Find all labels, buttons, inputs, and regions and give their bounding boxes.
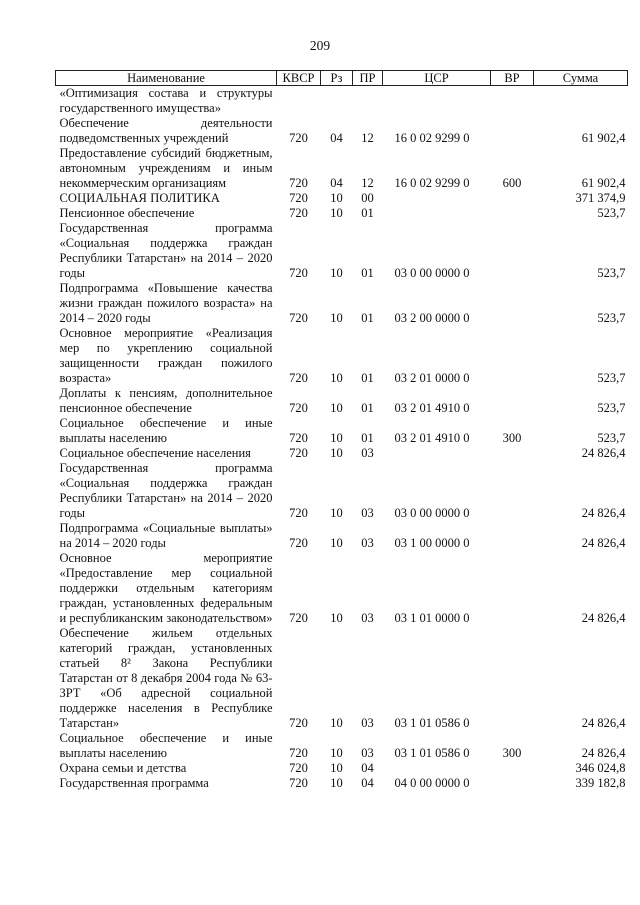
- row-sum: 523,7: [597, 401, 626, 415]
- row-name: Пенсионное обеспечение: [59, 206, 195, 220]
- row-rz: 10: [330, 776, 343, 790]
- row-pr: 04: [361, 761, 374, 775]
- row-kvsr: 720: [289, 311, 308, 325]
- row-vr: [491, 86, 534, 117]
- row-kvsr: 720: [289, 266, 308, 280]
- row-rz: 10: [330, 506, 343, 520]
- row-pr: 04: [361, 776, 374, 790]
- row-pr: 01: [361, 431, 374, 445]
- row-csr: 04 0 00 0000 0: [394, 776, 470, 790]
- row-pr: 01: [361, 371, 374, 385]
- row-pr: 12: [361, 176, 374, 190]
- row-vr: [491, 116, 534, 146]
- row-sum: 24 826,4: [581, 446, 626, 460]
- table-row: [56, 551, 628, 626]
- table-header-row: [56, 71, 628, 86]
- table-row: [56, 116, 628, 146]
- row-kvsr: 720: [289, 131, 308, 145]
- row-sum: 24 826,4: [581, 746, 626, 760]
- table-row: [56, 191, 628, 206]
- row-sum: 24 826,4: [581, 716, 626, 730]
- row-name: Основное мероприятие «Реализация мер по укреплению социальной защищенности граждан пожилого возраста»: [59, 326, 273, 385]
- row-name: Доплаты к пенсиям, дополнительное пенсионное обеспечение: [59, 386, 273, 415]
- row-kvsr: 720: [289, 191, 308, 205]
- row-pr: 03: [361, 746, 374, 760]
- row-csr: 03 1 00 0000 0: [394, 536, 470, 550]
- row-pr: 01: [361, 311, 374, 325]
- row-name: Охрана семьи и детства: [59, 761, 187, 775]
- table-row: [56, 326, 628, 386]
- row-csr: 03 1 01 0586 0: [394, 716, 470, 730]
- row-rz: 10: [330, 611, 343, 625]
- row-rz: 10: [330, 191, 343, 205]
- row-kvsr: 720: [289, 761, 308, 775]
- row-vr: [491, 191, 534, 206]
- row-rz: 04: [330, 176, 343, 190]
- row-kvsr: 720: [289, 401, 308, 415]
- header-csr: ЦСР: [383, 71, 491, 86]
- table-row: [56, 206, 628, 221]
- row-sum: 523,7: [597, 266, 626, 280]
- row-vr: [491, 386, 534, 416]
- row-csr: 03 2 01 4910 0: [394, 431, 470, 445]
- row-rz: [321, 86, 353, 117]
- table-row: [56, 461, 628, 521]
- row-pr: [353, 86, 383, 117]
- row-vr: 300: [502, 746, 522, 760]
- row-name: Обеспечение деятельности подведомственных учреждений: [59, 116, 273, 145]
- row-csr: 03 1 01 0586 0: [394, 746, 470, 760]
- row-vr: [491, 776, 534, 791]
- row-pr: 00: [361, 191, 374, 205]
- row-pr: 03: [361, 446, 374, 460]
- row-rz: 10: [330, 536, 343, 550]
- row-vr: [491, 446, 534, 461]
- row-sum: 346 024,8: [575, 761, 626, 775]
- page-number: 209: [309, 38, 331, 53]
- row-name: Обеспечение жильем отдельных категорий граждан, установленных статьей 8² Закона Республики Татарстан от 8 декабря 2004 года № 63-ЗРТ «Об адресной социальной поддержке населения в Республике Татарстан»: [59, 626, 273, 730]
- row-name: Государственная программа «Социальная поддержка граждан Республики Татарстан» на 2014 – 2020 годы: [59, 461, 273, 520]
- row-vr: [491, 626, 534, 731]
- table-row: [56, 776, 628, 791]
- row-name: «Оптимизация состава и структуры государственного имущества»: [59, 86, 273, 115]
- row-rz: 10: [330, 431, 343, 445]
- row-kvsr: 720: [289, 176, 308, 190]
- row-kvsr: 720: [289, 446, 308, 460]
- row-vr: 300: [502, 431, 522, 445]
- row-csr: 03 0 00 0000 0: [394, 266, 470, 280]
- row-name: Социальное обеспечение и иные выплаты населению: [59, 416, 273, 445]
- table-row: [56, 146, 628, 191]
- row-sum: 523,7: [597, 311, 626, 325]
- row-kvsr: 720: [289, 431, 308, 445]
- table-row: [56, 386, 628, 416]
- row-sum: 523,7: [597, 371, 626, 385]
- header-name: Наименование: [56, 71, 277, 86]
- table-row: [56, 521, 628, 551]
- row-sum: 339 182,8: [575, 776, 626, 790]
- row-csr: 16 0 02 9299 0: [394, 176, 470, 190]
- row-rz: 10: [330, 266, 343, 280]
- row-csr: [383, 206, 491, 221]
- row-kvsr: 720: [289, 611, 308, 625]
- row-rz: 10: [330, 311, 343, 325]
- header-kvsr: КВСР: [277, 71, 321, 86]
- row-rz: 10: [330, 206, 343, 220]
- row-pr: 01: [361, 266, 374, 280]
- row-sum: 61 902,4: [581, 176, 626, 190]
- table-row: [56, 221, 628, 281]
- budget-table: [55, 70, 628, 791]
- header-vr: ВР: [491, 71, 534, 86]
- row-kvsr: 720: [289, 536, 308, 550]
- row-name: Подпрограмма «Социальные выплаты» на 2014 – 2020 годы: [59, 521, 273, 550]
- row-vr: [491, 521, 534, 551]
- row-sum: [534, 86, 628, 117]
- row-vr: [491, 206, 534, 221]
- row-kvsr: 720: [289, 776, 308, 790]
- row-csr: 16 0 02 9299 0: [394, 131, 470, 145]
- header-rz: Рз: [321, 71, 353, 86]
- row-csr: 03 1 01 0000 0: [394, 611, 470, 625]
- row-sum: 61 902,4: [581, 131, 626, 145]
- row-rz: 10: [330, 746, 343, 760]
- row-name: Государственная программа: [59, 776, 209, 790]
- row-rz: 10: [330, 716, 343, 730]
- row-csr: 03 2 00 0000 0: [394, 311, 470, 325]
- header-pr: ПР: [353, 71, 383, 86]
- row-kvsr: 720: [289, 206, 308, 220]
- row-vr: [491, 551, 534, 626]
- row-csr: [383, 191, 491, 206]
- row-rz: 10: [330, 761, 343, 775]
- row-pr: 01: [361, 206, 374, 220]
- row-sum: 24 826,4: [581, 611, 626, 625]
- row-sum: 523,7: [597, 431, 626, 445]
- row-csr: 03 2 01 4910 0: [394, 401, 470, 415]
- row-vr: [491, 461, 534, 521]
- row-kvsr: 720: [289, 371, 308, 385]
- row-csr: [383, 86, 491, 117]
- row-sum: 24 826,4: [581, 536, 626, 550]
- row-name: Основное мероприятие «Предоставление мер социальной поддержки отдельным категориям граждан, установленных федеральным и республиканским законодательством»: [59, 551, 273, 625]
- row-csr: 03 0 00 0000 0: [394, 506, 470, 520]
- row-kvsr: 720: [289, 746, 308, 760]
- row-name: Подпрограмма «Повышение качества жизни граждан пожилого возраста» на 2014 – 2020 годы: [59, 281, 273, 325]
- row-rz: 04: [330, 131, 343, 145]
- row-pr: 12: [361, 131, 374, 145]
- table-row: [56, 761, 628, 776]
- table-row: [56, 446, 628, 461]
- table-row: [56, 626, 628, 731]
- row-vr: [491, 281, 534, 326]
- table-row: [56, 416, 628, 446]
- table-row: [56, 731, 628, 761]
- row-vr: [491, 761, 534, 776]
- row-sum: 371 374,9: [575, 191, 626, 205]
- row-name: Предоставление субсидий бюджетным, автономным учреждениям и иным некоммерческим организациям: [59, 146, 273, 190]
- row-rz: 10: [330, 446, 343, 460]
- row-kvsr: 720: [289, 506, 308, 520]
- row-csr: [383, 446, 491, 461]
- row-csr: 03 2 01 0000 0: [394, 371, 470, 385]
- row-rz: 10: [330, 401, 343, 415]
- row-pr: 03: [361, 611, 374, 625]
- row-csr: [383, 761, 491, 776]
- row-vr: [491, 221, 534, 281]
- row-pr: 01: [361, 401, 374, 415]
- header-sum: Сумма: [534, 71, 628, 86]
- row-kvsr: [277, 86, 321, 117]
- row-pr: 03: [361, 506, 374, 520]
- row-name: Социальное обеспечение и иные выплаты населению: [59, 731, 273, 760]
- table-row: [56, 86, 628, 117]
- row-vr: [491, 326, 534, 386]
- row-sum: 523,7: [597, 206, 626, 220]
- row-kvsr: 720: [289, 716, 308, 730]
- row-pr: 03: [361, 716, 374, 730]
- row-vr: 600: [502, 176, 522, 190]
- row-rz: 10: [330, 371, 343, 385]
- row-sum: 24 826,4: [581, 506, 626, 520]
- row-name: Социальное обеспечение населения: [59, 446, 251, 460]
- row-name: СОЦИАЛЬНАЯ ПОЛИТИКА: [59, 191, 220, 205]
- row-pr: 03: [361, 536, 374, 550]
- table-row: [56, 281, 628, 326]
- row-name: Государственная программа «Социальная поддержка граждан Республики Татарстан» на 2014 – 2020 годы: [59, 221, 273, 280]
